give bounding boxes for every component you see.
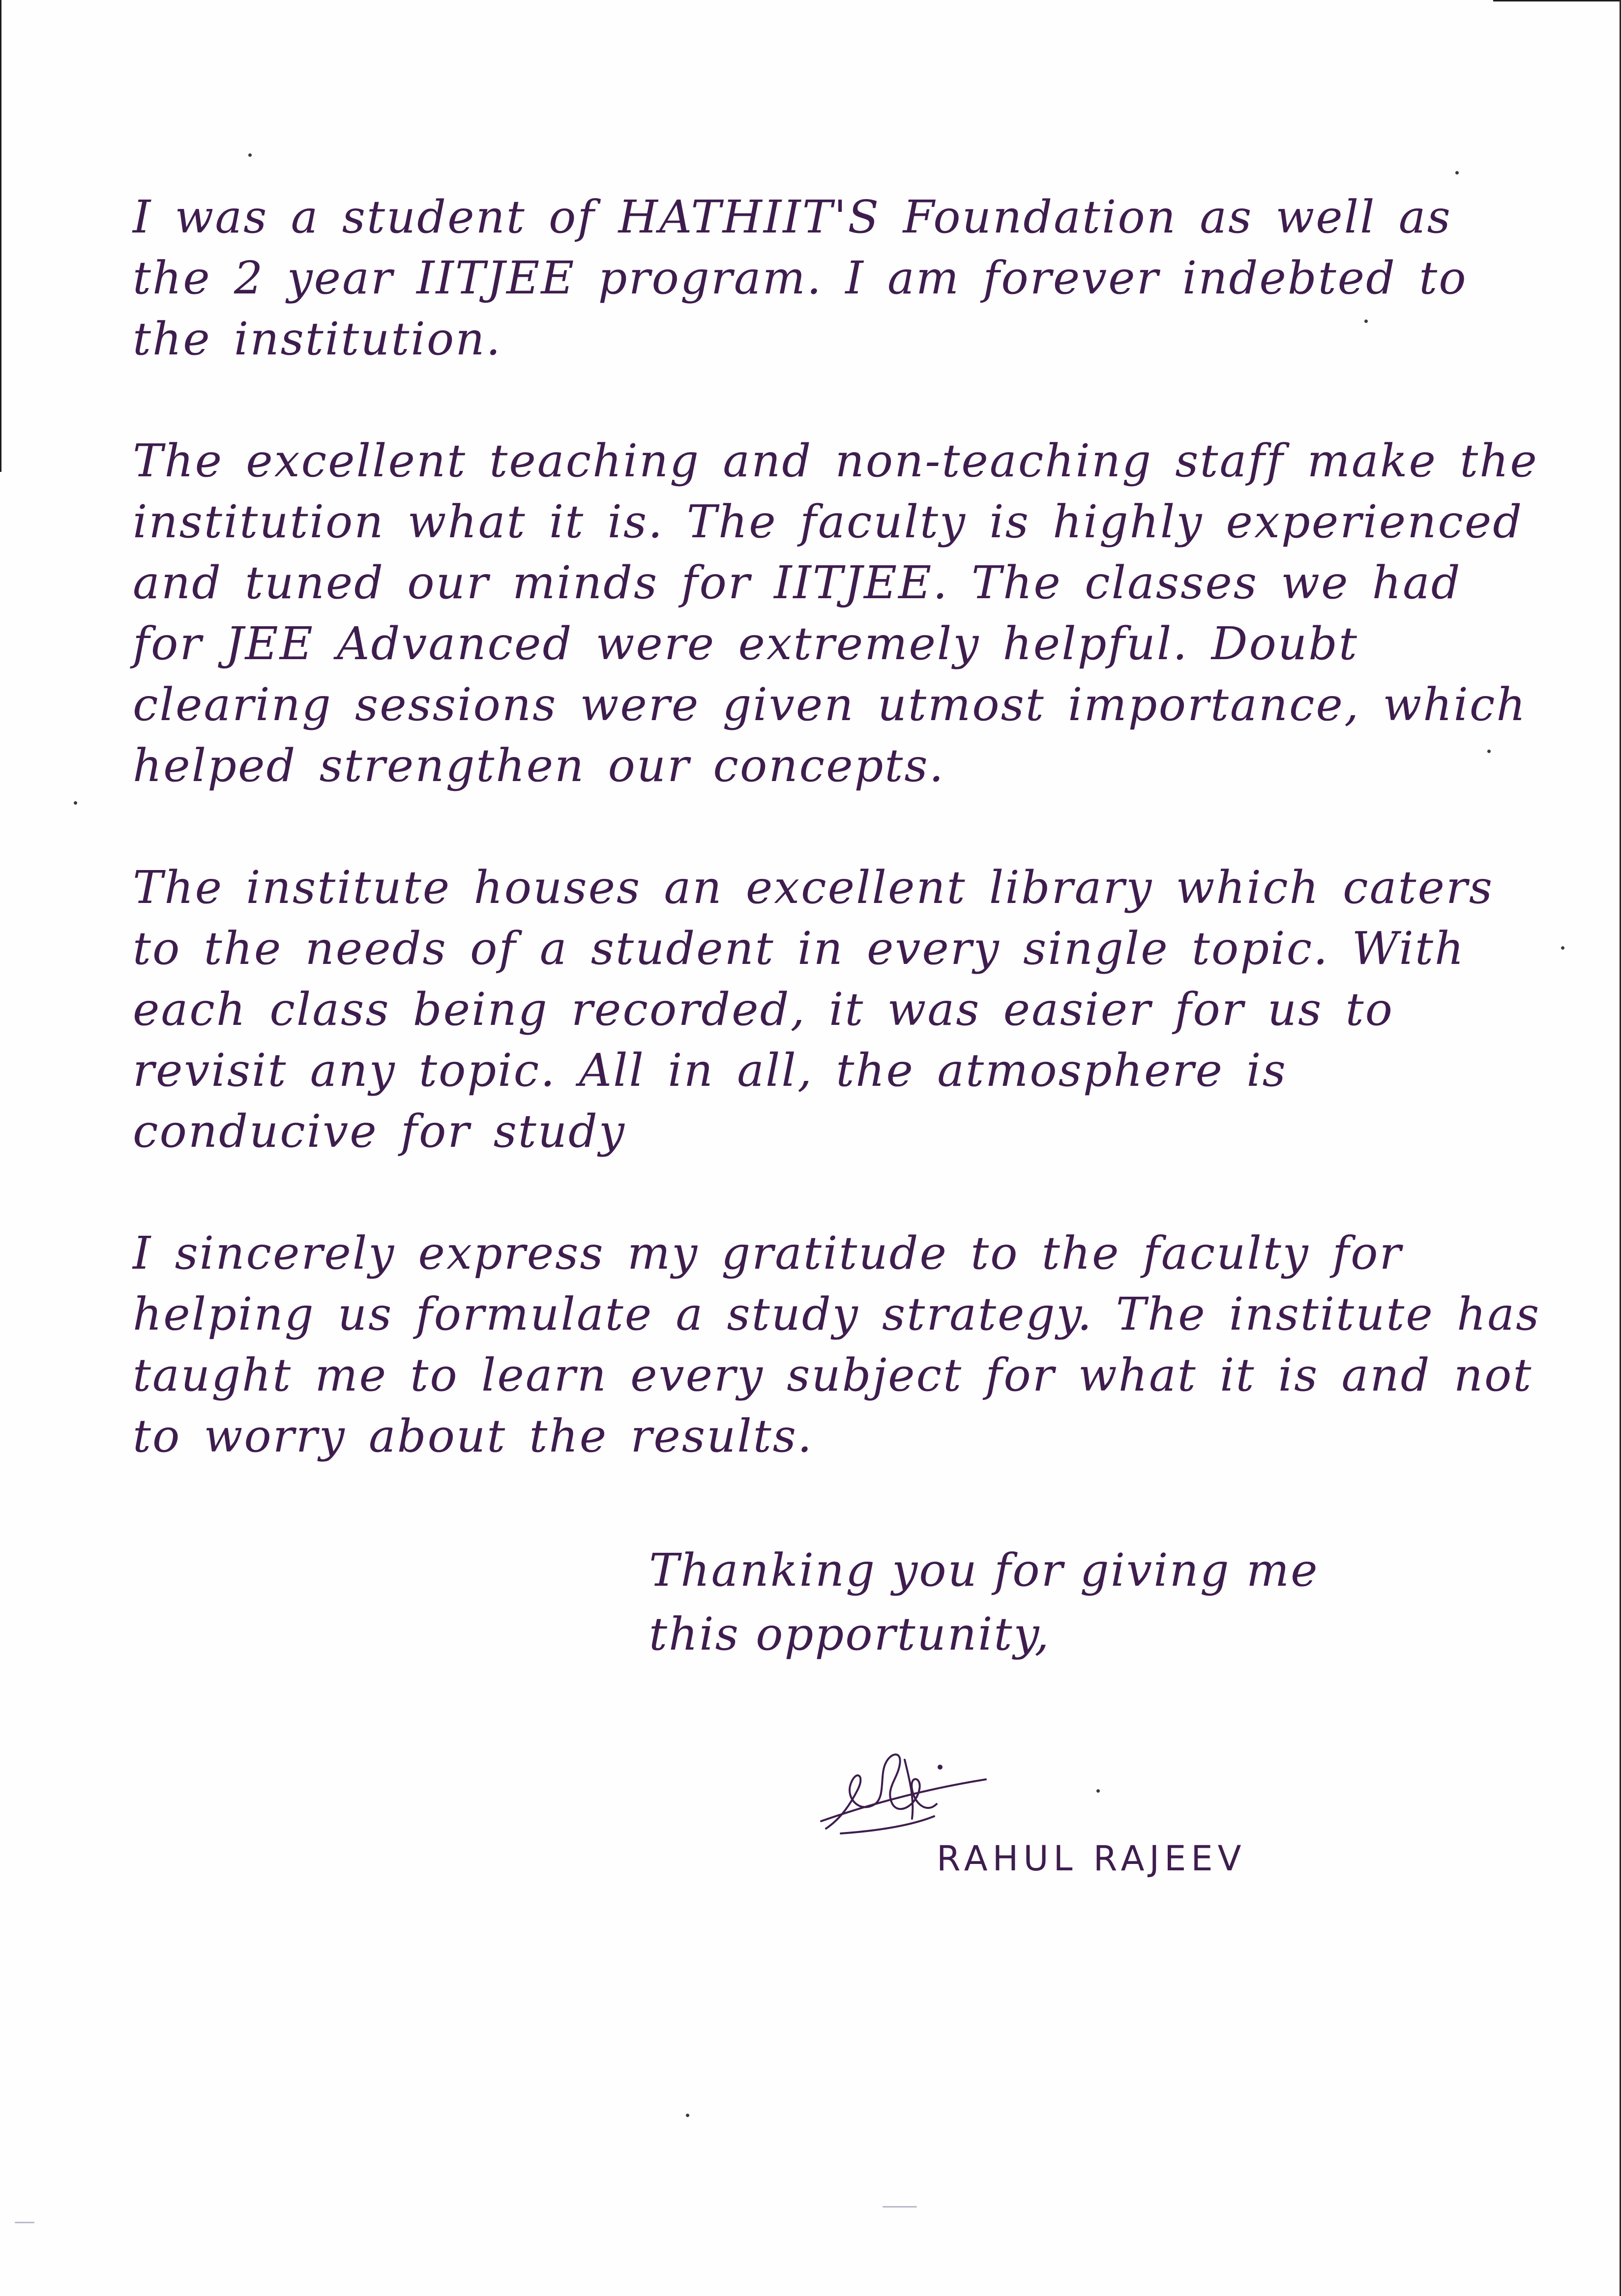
scan-edge-left — [0, 0, 1, 472]
scan-edge-top — [1493, 0, 1621, 1]
closing-line-2: this opportunity, — [649, 1608, 1051, 1660]
smudge — [883, 2206, 917, 2208]
speck — [1561, 946, 1564, 950]
closing-line-1: Thanking you for giving me — [649, 1544, 1319, 1597]
paragraph-3: The institute houses an excellent library which caters to the needs of a student in every single topic. With each class being recorded, it was easier for us to revisit any topic. All in all, the atmosphere is conducive for study — [133, 861, 1494, 1158]
signer-name: RAHUL RAJEEV — [937, 1838, 1246, 1879]
speck — [1096, 1789, 1100, 1793]
paragraph-1: I was a student of HATHIIT'S Foundation as well as the 2 year IITJEE program. I am forever indebted to the institution. — [133, 191, 1468, 365]
speck — [1455, 171, 1459, 174]
speck — [248, 153, 252, 157]
speck — [74, 801, 77, 805]
paragraph-4: I sincerely express my gratitude to the faculty for helping us formulate a study strategy. The institute has taught me to learn every subject for what it is and not to worry about the results. — [133, 1227, 1541, 1462]
letter-body — [133, 187, 1549, 1528]
closing — [649, 1539, 1386, 1666]
speck — [686, 2114, 689, 2117]
paragraph-2: The excellent teaching and non-teaching staff make the institution what it is. The faculty is highly experienced and tuned our minds for IITJEE. The classes we had for JEE Advanced were extremely helpful. Doubt clearing sessions were given utmost importance, which helped strengthen our concepts. — [133, 435, 1538, 792]
smudge — [15, 2222, 34, 2223]
